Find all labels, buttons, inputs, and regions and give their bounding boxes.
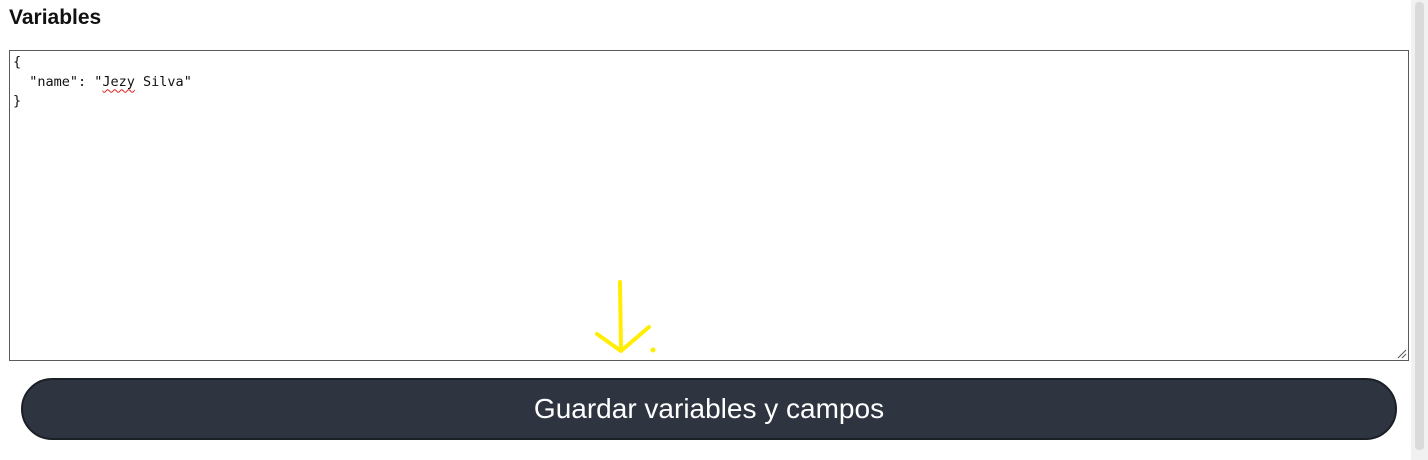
- variables-json-content: [13, 53, 192, 112]
- json-line-close: }: [13, 93, 22, 109]
- resize-grip-icon[interactable]: [1396, 348, 1407, 359]
- save-variables-button[interactable]: Guardar variables y campos: [21, 378, 1397, 440]
- json-value-suffix: Silva": [134, 73, 192, 90]
- scrollbar-thumb[interactable]: [1415, 2, 1424, 450]
- section-title: Variables: [9, 6, 102, 29]
- spellcheck-flagged-word: Jezy: [102, 73, 135, 90]
- json-line-open: {: [13, 54, 22, 70]
- variables-textarea[interactable]: [9, 50, 1409, 361]
- json-line-name: [13, 74, 192, 90]
- down-arrow-icon: [588, 276, 668, 360]
- page-scrollbar[interactable]: [1411, 0, 1428, 460]
- json-key-prefix: "name": ": [13, 73, 103, 90]
